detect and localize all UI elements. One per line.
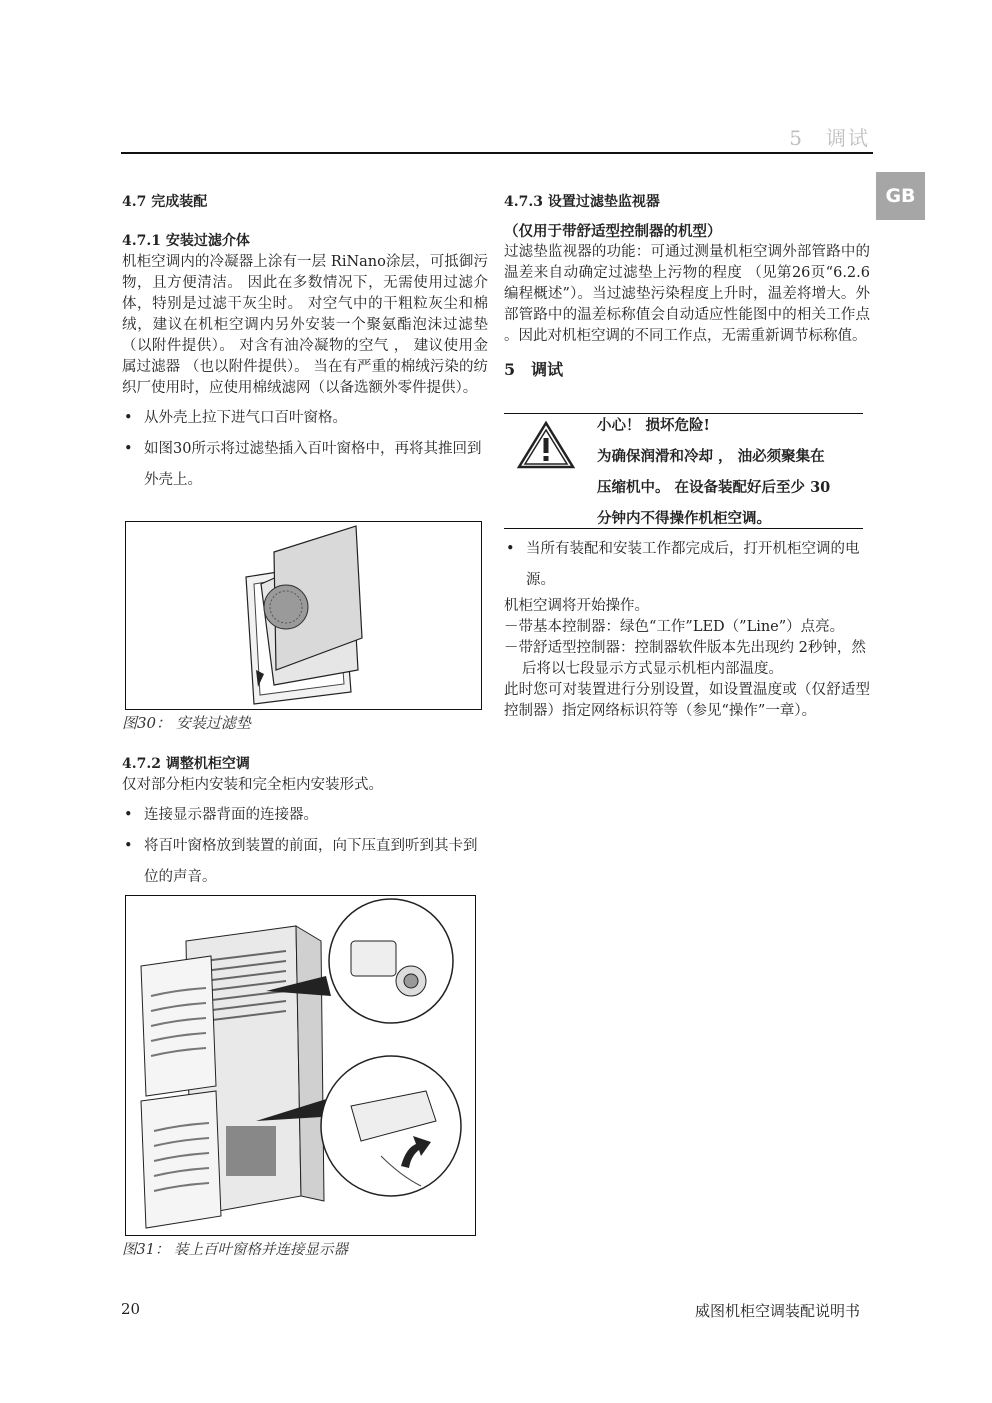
warning-line: 分钟内不得操作机柜空调。	[597, 510, 771, 527]
page-number: 20	[121, 1300, 141, 1318]
figure-30-image	[125, 521, 482, 710]
paragraph-4-7-1: 机柜空调内的冷凝器上涂有一层 RiNano涂层，可抵御污物，且方便清洁。 因此在多数情况下，无需使用过滤介体，特别是过滤干灰尘时。 对空气中的干粗粒灰尘和棉绒，建议在机柜空调内另外安装一个聚氨酯泡沫过滤垫（以附件提供）。 对含有油冷凝物的空气 ， 建议使用金属过滤器 （也以附件提供）。 当在有严重的棉绒污染的纺织厂使用时，应使用棉绒滤网（以备选额外零件提供）。	[122, 254, 488, 396]
heading-4-7: 4.7 完成装配	[122, 194, 208, 210]
left-column-lower	[122, 754, 488, 893]
right-column-lower	[504, 534, 870, 722]
filter-mat-illustration	[126, 522, 481, 709]
figure-30-caption: 图30： 安装过滤垫	[122, 714, 251, 732]
louvre-and-display-illustration	[126, 896, 475, 1235]
warning-text	[597, 410, 867, 534]
header-divider	[121, 152, 873, 154]
left-column	[122, 192, 488, 496]
figure-31-caption: 图31： 装上百叶窗格并连接显示器	[122, 1242, 349, 1258]
heading-5: 5 调试	[504, 360, 564, 379]
bullet-item: • 当所有装配和安装工作都完成后，打开机柜空调的电源。	[504, 534, 870, 596]
bullet-item: • 如图30所示将过滤垫插入百叶窗格中，再将其推回到外壳上。	[122, 434, 488, 496]
warning-line: 为确保润滑和冷却 ， 油必须聚集在	[597, 448, 825, 465]
warning-title: 小心！ 损坏危险!	[597, 417, 710, 434]
heading-4-7-3-sub: （仅用于带舒适型控制器的机型）	[504, 223, 722, 240]
running-header-section-title: 5 调试	[789, 126, 870, 150]
paragraph-4-7-2: 仅对部分柜内安装和完全柜内安装形式。	[122, 777, 383, 793]
dash-item-basic-controller: －带基本控制器：绿色“工作”LED（”Line”）点亮。	[504, 619, 845, 635]
heading-4-7-2: 4.7.2 调整机柜空调	[122, 756, 250, 772]
warning-triangle-icon	[516, 420, 576, 470]
heading-4-7-3: 4.7.3 设置过滤垫监视器	[504, 194, 660, 210]
warning-line: 压缩机中。 在设备装配好后至少 30	[597, 479, 831, 496]
bullet-item: • 连接显示器背面的连接器。	[122, 800, 488, 831]
paragraph-5b: 此时您可对装置进行分别设置，如设置温度或（仅舒适型控制器）指定网络标识符等（参见“操作”一章）。	[504, 682, 870, 719]
right-column	[504, 192, 870, 380]
footer-doc-title: 威图机柜空调装配说明书	[694, 1302, 860, 1320]
figure-31-image	[125, 895, 476, 1236]
heading-4-7-1: 4.7.1 安装过滤介体	[122, 233, 250, 249]
language-tab: GB	[876, 172, 925, 220]
paragraph-4-7-3: 过滤垫监视器的功能：可通过测量机柜空调外部管路中的温差来自动确定过滤垫上污物的程度 （见第26页“6.2.6 编程概述”）。当过滤垫污染程度上升时，温差将增大。外部管路中的温差标称值会自动适应性能图中的相关工作点 。因此对机柜空调的不同工作点，无需重新调节标称值。	[504, 244, 870, 344]
dash-item-comfort-controller: －带舒适型控制器：控制器软件版本先出现约 2秒钟，然后将以七段显示方式显示机柜内部温度。	[504, 640, 866, 677]
paragraph-5a: 机柜空调将开始操作。	[504, 598, 649, 614]
bullet-item: • 从外壳上拉下进气口百叶窗格。	[122, 403, 488, 434]
warning-bottom-rule	[504, 528, 863, 529]
bullet-item: • 将百叶窗格放到装置的前面，向下压直到听到其卡到位的声音。	[122, 831, 488, 893]
